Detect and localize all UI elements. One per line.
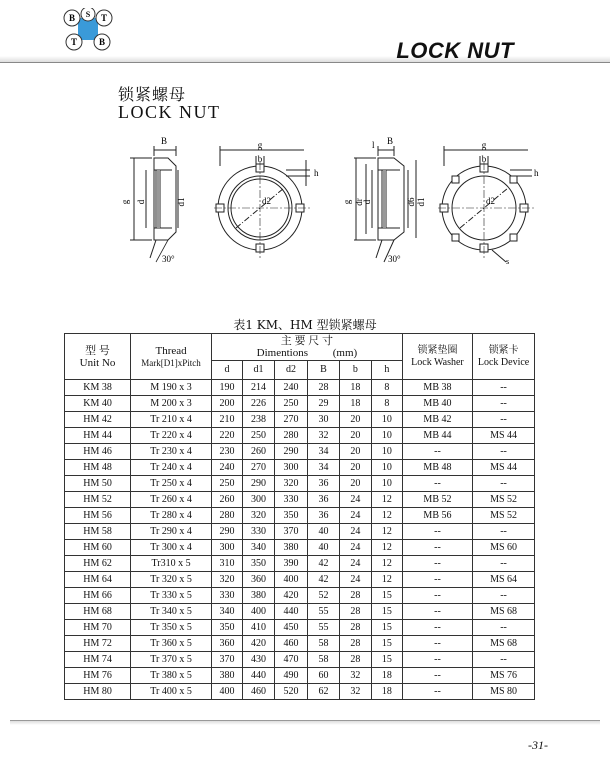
- table-cell: 20: [339, 460, 371, 476]
- header-thread-en: Mark[D1]xPitch: [141, 357, 201, 368]
- dim-label: dr: [354, 198, 364, 206]
- footer-rule: [10, 720, 600, 721]
- table-cell: 12: [371, 572, 402, 588]
- table-cell: 310: [212, 556, 243, 572]
- table-cell: --: [473, 556, 535, 572]
- table-cell: 260: [212, 492, 243, 508]
- table-row: [65, 620, 535, 636]
- table-cell: 200: [212, 396, 243, 412]
- table-cell: 55: [307, 620, 339, 636]
- table-cell: --: [402, 540, 472, 556]
- table-cell: 190: [212, 380, 243, 396]
- spec-table: [64, 333, 535, 700]
- table-cell: HM 52: [65, 492, 131, 508]
- footer-shade: [10, 721, 600, 725]
- diagram-side-hm: [338, 130, 438, 270]
- table-row: [65, 524, 535, 540]
- table-cell: MS 68: [473, 636, 535, 652]
- table-cell: 10: [371, 428, 402, 444]
- table-cell: --: [402, 476, 472, 492]
- table-cell: 320: [212, 572, 243, 588]
- table-cell: 42: [307, 572, 339, 588]
- table-cell: 58: [307, 652, 339, 668]
- header-col: h: [371, 361, 402, 380]
- table-row: [65, 476, 535, 492]
- dim-label: d: [362, 199, 372, 205]
- dim-label: h: [534, 168, 539, 178]
- dim-label: d2: [486, 196, 495, 206]
- table-cell: 280: [274, 428, 307, 444]
- table-row: [65, 428, 535, 444]
- header-dims-cn: 主 要 尺 寸: [280, 335, 334, 347]
- table-cell: --: [473, 444, 535, 460]
- table-cell: 34: [307, 460, 339, 476]
- table-cell: 340: [242, 540, 274, 556]
- table-cell: HM 46: [65, 444, 131, 460]
- table-cell: HM 74: [65, 652, 131, 668]
- table-cell: Tr 220 x 4: [131, 428, 212, 444]
- header-model-en: Unit No: [79, 356, 116, 369]
- table-row: [65, 636, 535, 652]
- logo-letter: T: [70, 37, 78, 47]
- table-cell: HM 60: [65, 540, 131, 556]
- table-cell: 29: [307, 396, 339, 412]
- table-cell: 60: [307, 668, 339, 684]
- table-row: [65, 444, 535, 460]
- table-cell: 12: [371, 556, 402, 572]
- table-cell: 260: [242, 444, 274, 460]
- table-cell: 28: [339, 620, 371, 636]
- dim-label: 30°: [388, 254, 401, 264]
- table-cell: HM 62: [65, 556, 131, 572]
- header-washer-cn: 锁紧垫圈: [417, 344, 458, 356]
- header-col: d: [212, 361, 243, 380]
- table-cell: 240: [212, 460, 243, 476]
- table-cell: --: [473, 652, 535, 668]
- dim-label: l: [372, 140, 375, 150]
- table-cell: 290: [274, 444, 307, 460]
- table-cell: Tr 350 x 5: [131, 620, 212, 636]
- logo-letter: B: [68, 13, 76, 23]
- table-cell: 36: [307, 508, 339, 524]
- logo-letter: S: [85, 10, 91, 19]
- table-cell: 270: [274, 412, 307, 428]
- table-cell: 40: [307, 524, 339, 540]
- table-cell: 32: [339, 668, 371, 684]
- table-cell: HM 48: [65, 460, 131, 476]
- table-cell: 400: [242, 604, 274, 620]
- table-cell: 300: [242, 492, 274, 508]
- table-cell: 450: [274, 620, 307, 636]
- table-cell: 20: [339, 428, 371, 444]
- table-cell: 10: [371, 476, 402, 492]
- table-cell: MB 38: [402, 380, 472, 396]
- table-cell: 460: [274, 636, 307, 652]
- table-cell: 420: [242, 636, 274, 652]
- table-cell: --: [402, 684, 472, 700]
- dim-label: d: [136, 199, 146, 205]
- table-cell: Tr 260 x 4: [131, 492, 212, 508]
- table-cell: --: [473, 588, 535, 604]
- header-col: d2: [274, 361, 307, 380]
- table-cell: --: [473, 524, 535, 540]
- table-cell: --: [402, 524, 472, 540]
- table-cell: MB 44: [402, 428, 472, 444]
- table-cell: Tr 250 x 4: [131, 476, 212, 492]
- table-cell: MB 56: [402, 508, 472, 524]
- table-cell: 36: [307, 476, 339, 492]
- header-rule: [0, 62, 610, 63]
- table-cell: HM 72: [65, 636, 131, 652]
- table-row: [65, 604, 535, 620]
- table-cell: 380: [274, 540, 307, 556]
- table-cell: 226: [242, 396, 274, 412]
- table-cell: 380: [242, 588, 274, 604]
- table-cell: Tr 380 x 5: [131, 668, 212, 684]
- table-cell: --: [473, 620, 535, 636]
- table-cell: 12: [371, 492, 402, 508]
- table-cell: KM 38: [65, 380, 131, 396]
- table-cell: HM 64: [65, 572, 131, 588]
- table-cell: 420: [274, 588, 307, 604]
- table-cell: Tr 210 x 4: [131, 412, 212, 428]
- table-cell: 390: [274, 556, 307, 572]
- logo-letter: T: [100, 13, 108, 23]
- brand-logo: [58, 8, 118, 52]
- dim-label: h: [314, 168, 319, 178]
- header-dims-unit: (mm): [332, 347, 358, 359]
- header-dims-en: Dimentions: [256, 347, 308, 359]
- header-model: [65, 334, 131, 380]
- table-cell: --: [402, 636, 472, 652]
- table-cell: Tr310 x 5: [131, 556, 212, 572]
- table-cell: 350: [242, 556, 274, 572]
- table-cell: Tr 400 x 5: [131, 684, 212, 700]
- table-cell: 32: [339, 684, 371, 700]
- table-cell: 15: [371, 588, 402, 604]
- table-cell: 440: [274, 604, 307, 620]
- header-thread: [131, 334, 212, 380]
- table-cell: 15: [371, 604, 402, 620]
- table-cell: 28: [339, 636, 371, 652]
- table-cell: 18: [339, 380, 371, 396]
- table-cell: 10: [371, 412, 402, 428]
- table-cell: 270: [242, 460, 274, 476]
- header-device: [473, 334, 535, 380]
- table-cell: Tr 300 x 4: [131, 540, 212, 556]
- table-cell: --: [402, 556, 472, 572]
- table-cell: 470: [274, 652, 307, 668]
- table-cell: HM 66: [65, 588, 131, 604]
- table-cell: 34: [307, 444, 339, 460]
- table-cell: 28: [339, 604, 371, 620]
- table-cell: HM 56: [65, 508, 131, 524]
- table-cell: Tr 320 x 5: [131, 572, 212, 588]
- page-number: -31-: [528, 738, 548, 752]
- table-cell: 15: [371, 652, 402, 668]
- dim-label: g: [257, 140, 263, 150]
- dim-label: d6: [406, 197, 416, 207]
- table-cell: 24: [339, 492, 371, 508]
- table-cell: Tr 280 x 4: [131, 508, 212, 524]
- table-cell: --: [473, 412, 535, 428]
- table-cell: MS 44: [473, 460, 535, 476]
- table-row: [65, 572, 535, 588]
- header-thread-cn: Thread: [155, 344, 187, 357]
- header-washer-en: Lock Washer: [411, 356, 464, 368]
- table-cell: HM 68: [65, 604, 131, 620]
- table-cell: 290: [242, 476, 274, 492]
- header-model-cn: 型 号: [85, 344, 110, 357]
- table-cell: 20: [339, 444, 371, 460]
- page-header-title: LOCK NUT: [396, 38, 514, 63]
- table-cell: Tr 230 x 4: [131, 444, 212, 460]
- table-cell: Tr 370 x 5: [131, 652, 212, 668]
- table-cell: 55: [307, 604, 339, 620]
- table-cell: 10: [371, 444, 402, 460]
- table-cell: --: [402, 652, 472, 668]
- dim-label: 30°: [162, 254, 175, 264]
- table-cell: --: [402, 604, 472, 620]
- header-washer: [402, 334, 472, 380]
- table-cell: 440: [242, 668, 274, 684]
- table-cell: Tr 330 x 5: [131, 588, 212, 604]
- dim-label: g: [342, 199, 352, 205]
- table-cell: 460: [242, 684, 274, 700]
- table-cell: --: [402, 668, 472, 684]
- table-cell: MS 76: [473, 668, 535, 684]
- table-cell: 15: [371, 636, 402, 652]
- table-cell: 18: [371, 684, 402, 700]
- table-cell: 10: [371, 460, 402, 476]
- table-row: [65, 556, 535, 572]
- table-cell: 400: [212, 684, 243, 700]
- table-cell: 250: [242, 428, 274, 444]
- table-cell: 330: [212, 588, 243, 604]
- dim-label: b: [257, 154, 263, 164]
- table-cell: Tr 340 x 5: [131, 604, 212, 620]
- table-cell: 18: [339, 396, 371, 412]
- table-cell: 280: [212, 508, 243, 524]
- table-cell: 62: [307, 684, 339, 700]
- section-title-en: LOCK NUT: [118, 102, 221, 122]
- table-cell: 300: [274, 460, 307, 476]
- table-cell: HM 70: [65, 620, 131, 636]
- table-cell: HM 58: [65, 524, 131, 540]
- table-row: [65, 492, 535, 508]
- table-cell: 340: [212, 604, 243, 620]
- table-cell: M 190 x 3: [131, 380, 212, 396]
- table-cell: 52: [307, 588, 339, 604]
- table-cell: --: [473, 476, 535, 492]
- table-cell: 238: [242, 412, 274, 428]
- diagram-side-km: [116, 130, 196, 270]
- table-cell: 12: [371, 508, 402, 524]
- table-cell: 20: [339, 412, 371, 428]
- table-cell: 214: [242, 380, 274, 396]
- spec-table-body: [65, 380, 535, 700]
- table-cell: 24: [339, 540, 371, 556]
- table-row: [65, 396, 535, 412]
- table-cell: --: [402, 572, 472, 588]
- diagram-front-km: [206, 136, 326, 266]
- dim-label: B: [386, 136, 394, 146]
- table-cell: --: [473, 380, 535, 396]
- table-cell: 42: [307, 556, 339, 572]
- header-col: B: [307, 361, 339, 380]
- table-cell: 210: [212, 412, 243, 428]
- table-row: [65, 540, 535, 556]
- table-cell: M 200 x 3: [131, 396, 212, 412]
- table-cell: 58: [307, 636, 339, 652]
- header-col: d1: [242, 361, 274, 380]
- table-cell: MS 68: [473, 604, 535, 620]
- table-cell: 220: [212, 428, 243, 444]
- table-cell: MS 44: [473, 428, 535, 444]
- table-cell: 12: [371, 524, 402, 540]
- table-cell: 320: [242, 508, 274, 524]
- table-cell: 290: [212, 524, 243, 540]
- table-cell: 320: [274, 476, 307, 492]
- table-caption: 表1 KM、HM 型锁紧螺母: [233, 318, 377, 332]
- table-cell: 28: [339, 588, 371, 604]
- table-cell: --: [402, 620, 472, 636]
- header-device-en: Lock Device: [477, 356, 530, 368]
- dim-label: d2: [262, 196, 271, 206]
- dim-label: g: [481, 140, 487, 150]
- table-cell: 240: [274, 380, 307, 396]
- table-cell: Tr 240 x 4: [131, 460, 212, 476]
- table-cell: 350: [274, 508, 307, 524]
- dim-label: d1: [416, 197, 426, 207]
- table-cell: 24: [339, 572, 371, 588]
- dim-label: B: [160, 136, 168, 146]
- table-cell: 490: [274, 668, 307, 684]
- table-cell: 28: [339, 652, 371, 668]
- dim-label: d1: [176, 197, 186, 207]
- table-cell: 380: [212, 668, 243, 684]
- table-cell: MS 52: [473, 508, 535, 524]
- table-cell: MS 80: [473, 684, 535, 700]
- logo-letter: B: [98, 37, 106, 47]
- table-row: [65, 588, 535, 604]
- table-cell: 24: [339, 556, 371, 572]
- table-cell: --: [402, 444, 472, 460]
- table-cell: MS 52: [473, 492, 535, 508]
- table-cell: HM 76: [65, 668, 131, 684]
- table-cell: MB 40: [402, 396, 472, 412]
- table-cell: 430: [242, 652, 274, 668]
- table-row: [65, 412, 535, 428]
- table-cell: 330: [242, 524, 274, 540]
- header-device-cn: 锁紧卡: [488, 344, 519, 356]
- table-cell: 250: [212, 476, 243, 492]
- dim-label: b: [481, 154, 487, 164]
- table-cell: HM 80: [65, 684, 131, 700]
- table-cell: --: [402, 588, 472, 604]
- table-cell: MS 64: [473, 572, 535, 588]
- table-row: [65, 460, 535, 476]
- table-cell: 32: [307, 428, 339, 444]
- header-dimensions: [212, 334, 403, 361]
- table-cell: 15: [371, 620, 402, 636]
- table-cell: 20: [339, 476, 371, 492]
- diagram-front-hm: [432, 136, 542, 266]
- table-cell: 250: [274, 396, 307, 412]
- table-cell: 230: [212, 444, 243, 460]
- table-cell: MB 48: [402, 460, 472, 476]
- table-row: [65, 380, 535, 396]
- dim-label: g: [120, 199, 130, 205]
- table-cell: 360: [242, 572, 274, 588]
- table-cell: HM 50: [65, 476, 131, 492]
- table-cell: KM 40: [65, 396, 131, 412]
- table-cell: --: [473, 396, 535, 412]
- table-cell: 18: [371, 668, 402, 684]
- table-row: [65, 684, 535, 700]
- table-cell: Tr 360 x 5: [131, 636, 212, 652]
- table-cell: MS 60: [473, 540, 535, 556]
- table-cell: MB 42: [402, 412, 472, 428]
- dim-label: s: [506, 257, 510, 266]
- table-cell: 40: [307, 540, 339, 556]
- table-cell: Tr 290 x 4: [131, 524, 212, 540]
- table-cell: 24: [339, 524, 371, 540]
- table-cell: 370: [212, 652, 243, 668]
- table-cell: 300: [212, 540, 243, 556]
- table-cell: 24: [339, 508, 371, 524]
- table-cell: 360: [212, 636, 243, 652]
- table-cell: MB 52: [402, 492, 472, 508]
- table-cell: HM 42: [65, 412, 131, 428]
- table-cell: 370: [274, 524, 307, 540]
- table-cell: 520: [274, 684, 307, 700]
- section-title-cn: 锁紧螺母: [118, 85, 187, 104]
- table-cell: 400: [274, 572, 307, 588]
- header-col: b: [339, 361, 371, 380]
- table-cell: 350: [212, 620, 243, 636]
- table-cell: 8: [371, 396, 402, 412]
- table-cell: 12: [371, 540, 402, 556]
- table-row: [65, 668, 535, 684]
- table-row: [65, 508, 535, 524]
- table-cell: 36: [307, 492, 339, 508]
- table-cell: 410: [242, 620, 274, 636]
- table-cell: 330: [274, 492, 307, 508]
- table-cell: 30: [307, 412, 339, 428]
- table-row: [65, 652, 535, 668]
- table-cell: HM 44: [65, 428, 131, 444]
- table-cell: 8: [371, 380, 402, 396]
- table-cell: 28: [307, 380, 339, 396]
